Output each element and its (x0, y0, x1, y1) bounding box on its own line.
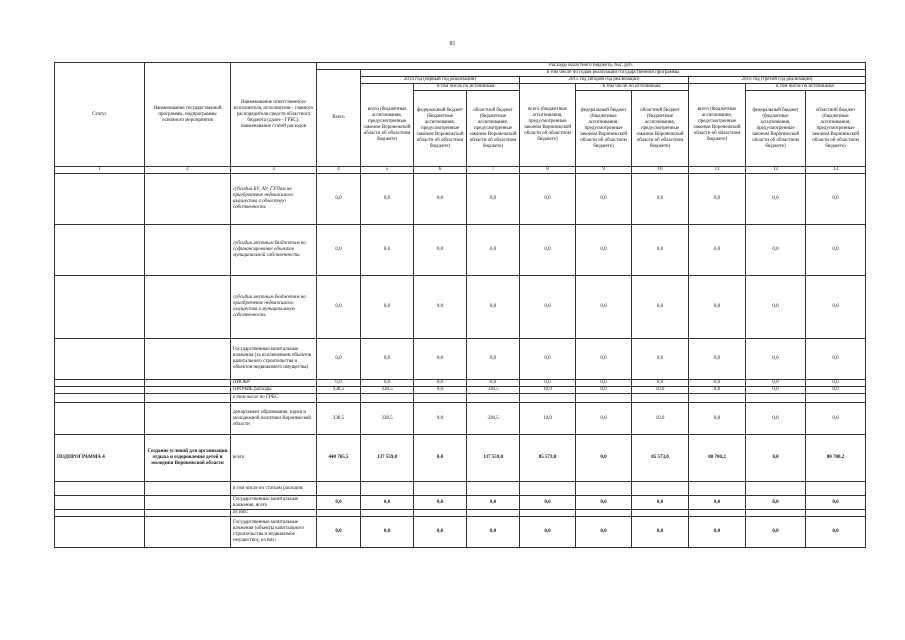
header-year-2016: 2016 год (третий год реализации) (689, 77, 866, 84)
row-value: 0,0 (576, 225, 632, 276)
row-executor: Государственные капитальные вложения (за исключением объектов капитального строительства и объектов недвижимого имущества) (231, 339, 317, 380)
row-value: 0,0 (576, 517, 632, 548)
row-program (145, 403, 231, 435)
row-value: 0,0 (520, 517, 576, 548)
header-federal-2014: федеральный бюджет (бюджетные ассигнования, предусмотренные законом Воронежской области об областном бюджете) (414, 91, 467, 167)
row-value (317, 394, 361, 403)
row-value (520, 510, 576, 517)
row-value: 0,0 (361, 496, 414, 510)
row-value (361, 482, 414, 496)
row-value: 0,0 (689, 225, 746, 276)
row-program (145, 510, 231, 517)
row-value: 0,0 (746, 496, 806, 510)
row-program (145, 496, 231, 510)
col-number: 7 (467, 167, 520, 174)
row-value: 85 573,0 (520, 435, 576, 482)
table-row (55, 380, 866, 387)
row-program (145, 387, 231, 394)
row-value: 0,0 (520, 496, 576, 510)
row-executor: Государственные капитальные вложения (объекты капитального строительства и недвижимое имущество), из них: (231, 517, 317, 548)
header-status: Статус (55, 63, 145, 167)
header-program: Наименование государственной программы, подпрограммы основного мероприятия (145, 63, 231, 167)
row-value: 0,0 (467, 339, 520, 380)
row-value (414, 482, 467, 496)
row-status (55, 482, 145, 496)
table-row (55, 403, 866, 435)
row-value: 0,0 (806, 380, 866, 387)
col-number: 12 (746, 167, 806, 174)
row-value (414, 394, 467, 403)
row-value (467, 394, 520, 403)
row-value (806, 394, 866, 403)
header-sources-2016: в том числе по источникам: (746, 84, 866, 91)
row-value: 0,0 (520, 174, 576, 225)
table-row (55, 387, 866, 394)
row-value (520, 394, 576, 403)
row-value: 0,0 (576, 380, 632, 387)
row-value: 0,0 (689, 496, 746, 510)
header-federal-2016: федеральный бюджет (бюджетные ассигнования, предусмотренные законом Воронежской области об областном бюджете) (746, 91, 806, 167)
header-expenses: Расходы областного бюджета, тыс. руб. (317, 63, 866, 70)
col-number: 8 (520, 167, 576, 174)
table-row (55, 225, 866, 276)
row-value: 0,0 (317, 517, 361, 548)
col-number: 6 (414, 167, 467, 174)
row-value: 0,0 (689, 174, 746, 225)
row-status (55, 380, 145, 387)
row-executor: субсидии БУ, АУ, ГУПам на приобретение недвижимого имущества в областную собственность (231, 174, 317, 225)
header-all-2014: всего (бюджетные ассигнования, предусмотренные законом Воронежской области об областном бюджете) (361, 84, 414, 167)
row-value: 0,0 (576, 435, 632, 482)
row-value (632, 394, 689, 403)
row-value: 0,0 (806, 276, 866, 339)
row-value: 0,0 (632, 380, 689, 387)
row-value: 0,0 (361, 339, 414, 380)
row-value: 80 700,2 (689, 435, 746, 482)
header-year-2015: 2015 год (второй год реализации) (520, 77, 689, 84)
row-executor: ПРОЧИЕ расходы (231, 387, 317, 394)
col-number: 1 (55, 167, 145, 174)
row-value (632, 510, 689, 517)
row-value (746, 394, 806, 403)
row-value: 0,0 (361, 225, 414, 276)
row-value: 137 559,8 (467, 435, 520, 482)
row-value: 0,0 (576, 174, 632, 225)
row-value: 0,0 (576, 339, 632, 380)
table-row (55, 482, 866, 496)
row-value: 0,0 (414, 387, 467, 394)
row-value: 80 700,2 (806, 435, 866, 482)
col-number: 11 (689, 167, 746, 174)
row-program (145, 276, 231, 339)
row-value: 10,0 (632, 403, 689, 435)
row-value: 0,0 (414, 435, 467, 482)
row-value: 0,0 (746, 517, 806, 548)
row-value: 0,0 (414, 225, 467, 276)
row-value: 10,0 (520, 387, 576, 394)
row-value: 338,5 (467, 387, 520, 394)
row-value: 10,0 (632, 387, 689, 394)
row-value: 0,0 (361, 276, 414, 339)
row-value: 0,0 (806, 496, 866, 510)
row-executor: всего (231, 435, 317, 482)
row-value (689, 394, 746, 403)
row-value: 0,0 (632, 276, 689, 339)
row-value: 0,0 (689, 380, 746, 387)
col-number: 13 (806, 167, 866, 174)
row-value (746, 510, 806, 517)
row-value: 0,0 (467, 496, 520, 510)
row-value: 338,5 (467, 403, 520, 435)
row-value: 0,0 (689, 517, 746, 548)
row-status (55, 517, 145, 548)
row-value: 338,5 (361, 387, 414, 394)
row-executor: Государственные капитальные вложения, всего (231, 496, 317, 510)
row-value (317, 510, 361, 517)
header-all-2015: всего (бюджетные ассигнования, предусмотренные законом Воронежской области об областном бюджете) (520, 84, 576, 167)
row-value (520, 482, 576, 496)
header-federal-2015: федеральный бюджет (бюджетные ассигнования, предусмотренные законом Воронежской области об областном бюджете) (576, 91, 632, 167)
row-value: 0,0 (520, 276, 576, 339)
col-number: 2 (145, 167, 231, 174)
col-number: 5 (361, 167, 414, 174)
row-value: 0,0 (746, 387, 806, 394)
col-number: 3 (231, 167, 317, 174)
table-row (55, 339, 866, 380)
row-status (55, 276, 145, 339)
col-number: 10 (632, 167, 689, 174)
row-value (467, 510, 520, 517)
row-value: 0,0 (414, 339, 467, 380)
col-number: 9 (576, 167, 632, 174)
header-by-years: в том числе по годам реализации государственной программы (361, 70, 866, 77)
header-year-2014: 2014 год (первый год реализации) (361, 77, 520, 84)
table-row (55, 276, 866, 339)
row-status (55, 510, 145, 517)
header-executor: Наименование ответственного исполнителя, исполнителя - главного распорядителя средств областного бюджета (далее - ГРБС), наименование статей расходов (231, 63, 317, 167)
column-number-row (55, 167, 866, 174)
row-value: 0,0 (689, 276, 746, 339)
row-value: 0,0 (361, 174, 414, 225)
row-value: 0,0 (467, 380, 520, 387)
row-value: 0,0 (689, 403, 746, 435)
row-program (145, 394, 231, 403)
row-value: 0,0 (520, 225, 576, 276)
row-executor: субсидии местным бюджетам на софинансирование объектов муниципальной собственности (231, 225, 317, 276)
row-value: 0,0 (746, 435, 806, 482)
row-value: 0,0 (746, 339, 806, 380)
header-sources-2014: в том числе по источникам: (414, 84, 520, 91)
row-value: 0,0 (414, 276, 467, 339)
row-value (467, 482, 520, 496)
row-value: 0,0 (467, 174, 520, 225)
row-program (145, 174, 231, 225)
col-number: 4 (317, 167, 361, 174)
row-value (689, 510, 746, 517)
row-program (145, 517, 231, 548)
row-value: 10,0 (520, 403, 576, 435)
header-regional-2015: областной бюджет (бюджетные ассигнования, предусмотренные законом Воронежской области об областном бюджете) (632, 91, 689, 167)
row-status (55, 496, 145, 510)
row-value: 0,0 (746, 380, 806, 387)
row-value: 0,0 (806, 174, 866, 225)
budget-table (54, 62, 866, 548)
row-value: 0,0 (317, 174, 361, 225)
row-value: 0,0 (746, 276, 806, 339)
row-status (55, 387, 145, 394)
row-status (55, 403, 145, 435)
row-value: 0,0 (520, 380, 576, 387)
row-value: 0,0 (576, 496, 632, 510)
row-executor: из них: (231, 510, 317, 517)
row-value: 338,5 (317, 403, 361, 435)
row-program (145, 339, 231, 380)
row-value (361, 510, 414, 517)
row-value: 0,0 (746, 225, 806, 276)
row-value: 0,0 (467, 276, 520, 339)
header-regional-2014: областной бюджет (бюджетные ассигнования, предусмотренные законом Воронежской области об областном бюджете) (467, 91, 520, 167)
row-value: 0,0 (806, 339, 866, 380)
row-value (806, 510, 866, 517)
page-number: 81 (449, 41, 456, 47)
row-status (55, 225, 145, 276)
row-value: 0,0 (632, 339, 689, 380)
row-value: 0,0 (806, 403, 866, 435)
row-value: 0,0 (632, 517, 689, 548)
row-value (689, 482, 746, 496)
row-value: 0,0 (689, 387, 746, 394)
row-program: Создание условий для организации отдыха и оздоровления детей и молодежи Воронежской области (145, 435, 231, 482)
row-value (576, 394, 632, 403)
row-value: 0,0 (317, 225, 361, 276)
row-value: 0,0 (414, 496, 467, 510)
row-value: 338,5 (317, 387, 361, 394)
row-value: 0,0 (414, 380, 467, 387)
row-value: 0,0 (632, 496, 689, 510)
table-row (55, 496, 866, 510)
row-executor: департамент образования, науки и молодежной политики Воронежской области (231, 403, 317, 435)
row-value: 0,0 (414, 174, 467, 225)
row-value (576, 482, 632, 496)
table-row (55, 517, 866, 548)
row-value: 0,0 (806, 517, 866, 548)
row-status (55, 394, 145, 403)
row-value: 0,0 (746, 174, 806, 225)
row-value: 0,0 (361, 517, 414, 548)
row-executor: НИОКР (231, 380, 317, 387)
row-value: 0,0 (576, 276, 632, 339)
row-program (145, 380, 231, 387)
row-value: 85 573,0 (632, 435, 689, 482)
row-value: 338,5 (361, 403, 414, 435)
row-status (55, 339, 145, 380)
row-value: 440 765,5 (317, 435, 361, 482)
table-row (55, 394, 866, 403)
row-value (746, 482, 806, 496)
row-value: 0,0 (520, 339, 576, 380)
row-executor: в том числе по ГРБС: (231, 394, 317, 403)
row-status: ПОДПРОГРАММА 4 (55, 435, 145, 482)
row-value (576, 510, 632, 517)
row-value: 137 559,8 (361, 435, 414, 482)
table-row (55, 435, 866, 482)
row-value: 0,0 (414, 403, 467, 435)
row-value: 0,0 (746, 403, 806, 435)
row-value (414, 510, 467, 517)
row-value: 0,0 (806, 387, 866, 394)
row-executor: субсидии местным бюджетам на приобретение недвижимого имущества в муниципальную собственность (231, 276, 317, 339)
table-row (55, 174, 866, 225)
row-value: 0,0 (317, 276, 361, 339)
row-value: 0,0 (317, 339, 361, 380)
row-program (145, 482, 231, 496)
row-value (361, 394, 414, 403)
row-program (145, 225, 231, 276)
row-value: 0,0 (632, 174, 689, 225)
row-value (806, 482, 866, 496)
row-value: 0,0 (361, 380, 414, 387)
header-regional-2016: областной бюджет (бюджетные ассигнования, предусмотренные законом Воронежской области об областном бюджете) (806, 91, 866, 167)
row-value: 0,0 (467, 225, 520, 276)
row-value (317, 482, 361, 496)
row-value (632, 482, 689, 496)
row-value: 0,0 (317, 496, 361, 510)
row-value: 0,0 (317, 380, 361, 387)
row-executor: в том числе по статьям расходов: (231, 482, 317, 496)
row-value: 0,0 (467, 517, 520, 548)
row-value: 0,0 (806, 225, 866, 276)
header-all-2016: всего (бюджетные ассигнования, предусмотренные законом Воронежской области об областном бюджете) (689, 84, 746, 167)
row-value: 0,0 (576, 387, 632, 394)
row-status (55, 174, 145, 225)
header-sources-2015: в том числе по источникам: (576, 84, 689, 91)
header-total: Всего (317, 70, 361, 167)
row-value: 0,0 (632, 225, 689, 276)
table-row (55, 510, 866, 517)
row-value: 0,0 (414, 517, 467, 548)
row-value: 0,0 (689, 339, 746, 380)
row-value: 0,0 (576, 403, 632, 435)
